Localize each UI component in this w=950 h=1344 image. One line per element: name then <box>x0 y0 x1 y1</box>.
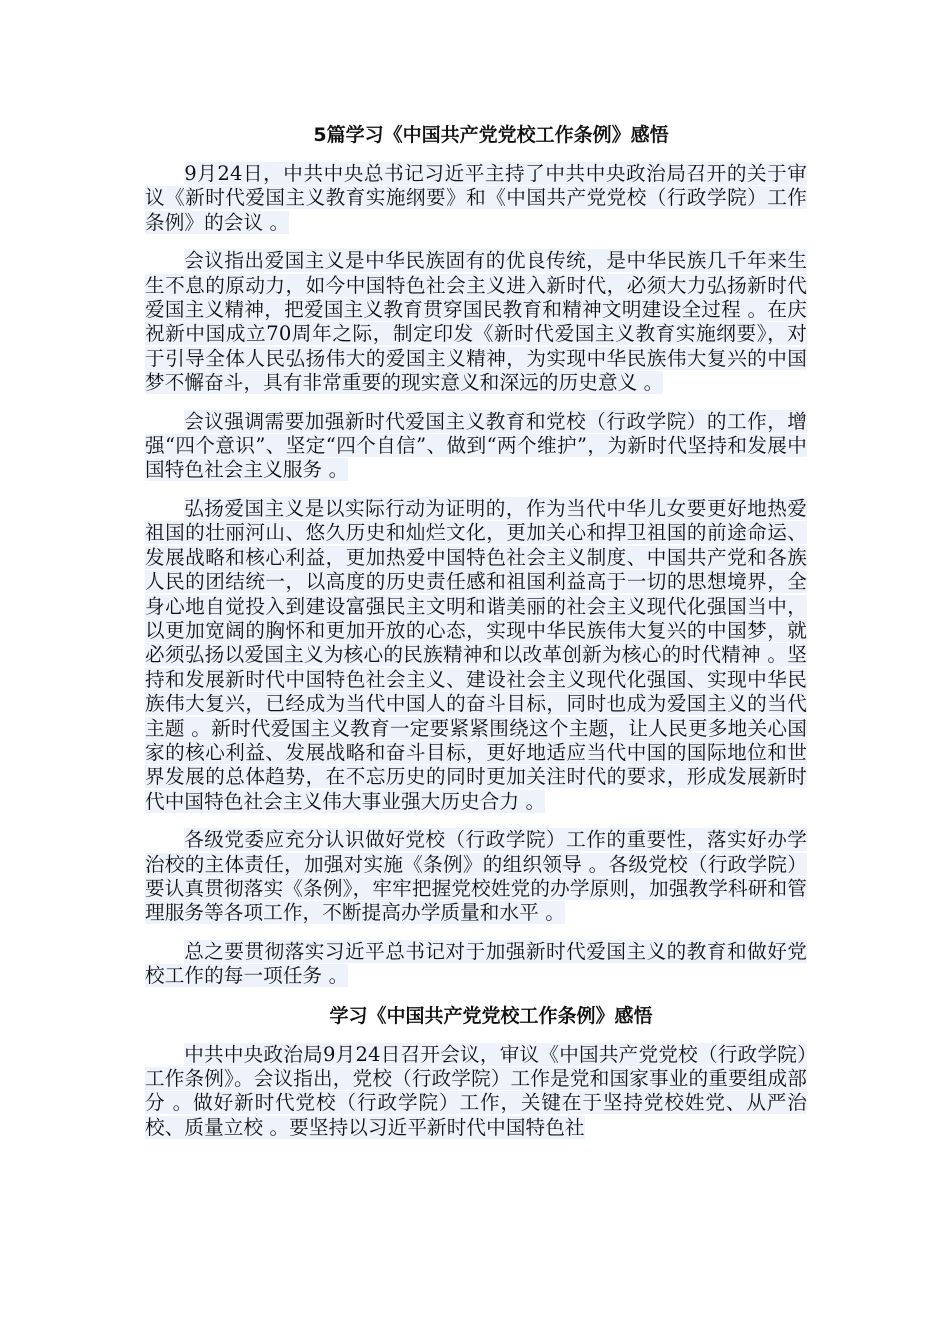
paragraph-1-2 <box>145 249 807 395</box>
paragraph-2-1 <box>145 1043 807 1141</box>
paragraph-text: 总之要贯彻落实习近平总书记对于加强新时代爱国主义的教育和做好党校工作的每一项任务 。 <box>145 939 807 988</box>
article-title-1: 5篇学习《中国共产党党校工作条例》感悟 <box>313 124 669 146</box>
paragraph-1-3 <box>145 410 807 483</box>
article-title-2: 学习《中国共产党党校工作条例》感悟 <box>329 1004 653 1027</box>
paragraph-text: 会议指出爱国主义是中华民族固有的优良传统，是中华民族几千年来生生不息的原动力，如今中国特色社会主义进入新时代，必须大力弘扬新时代爱国主义精神，把爱国主义教育贯穿国民教育和精神文明建设全过程 。在庆祝新中国成立70周年之际，制定印发《新时代爱国主义教育实施纲要》，对于引导全体人民弘扬伟大的爱国主义精神，为实现中华民族伟大复兴的中国梦不懈奋斗，具有非常重要的现实意义和深远的历史意义 。 <box>145 249 807 395</box>
paragraph-text: 各级党委应充分认识做好党校（行政学院）工作的重要性，落实好办学治校的主体责任，加强对实施《条例》的组织领导 。各级党校（行政学院）要认真贯彻落实《条例》，牢牢把握党校姓党的办学原则，加强教学科研和管理服务等各项工作，不断提高办学质量和水平 。 <box>145 828 807 925</box>
paragraph-1-6 <box>145 940 807 989</box>
paragraph-1-4 <box>145 497 807 814</box>
paragraph-1-1 <box>145 162 807 235</box>
paragraph-text: 会议强调需要加强新时代爱国主义教育和党校（行政学院）的工作，增强“四个意识”、坚定“四个自信”、做到“两个维护”，为新时代坚持和发展中国特色社会主义服务 。 <box>145 409 807 482</box>
document-body <box>145 122 807 1154</box>
paragraph-1-5 <box>145 828 807 926</box>
paragraph-text: 9月24日，中共中央总书记习近平主持了中共中央政治局召开的关于审议《新时代爱国主义教育实施纲要》和《中国共产党党校（行政学院）工作条例》的会议 。 <box>145 162 807 234</box>
paragraph-text: 弘扬爱国主义是以实际行动为证明的，作为当代中华儿女要更好地热爱祖国的壮丽河山、悠久历史和灿烂文化，更加关心和捍卫祖国的前途命运、发展战略和核心利益，更加热爱中国特色社会主义制度、中国共产党和各族人民的团结统一，以高度的历史责任感和祖国利益高于一切的思想境界，全身心地自觉投入到建设富强民主文明和谐美丽的社会主义现代化强国当中，以更加宽阔的胸怀和更加开放的心态，实现中华民族伟大复兴的中国梦，就必须弘扬以爱国主义为核心的民族精神和以改革创新为核心的时代精神 。坚持和发展新时代中国特色社会主义、建设社会主义现代化强国、实现中华民族伟大复兴，已经成为当代中国人的奋斗目标，同时也成为爱国主义的当代主题 。新时代爱国主义教育一定要紧紧围绕这个主题，让人民更多地关心国家的核心利益、发展战略和奋斗目标，更好地适应当代中国的国际地位和世界发展的总体趋势，在不忘历史的同时更加关注时代的要求，形成发展新时代中国特色社会主义伟大事业强大历史合力 。 <box>145 496 807 813</box>
paragraph-text: 中共中央政治局9月24日召开会议，审议《中国共产党党校（行政学院）工作条例》。会议指出，党校（行政学院）工作是党和国家事业的重要组成部分 。做好新时代党校（行政学院）工作，关键在于坚持党校姓党、从严治校、质量立校 。要坚持以习近平新时代中国特色社 <box>145 1042 807 1139</box>
